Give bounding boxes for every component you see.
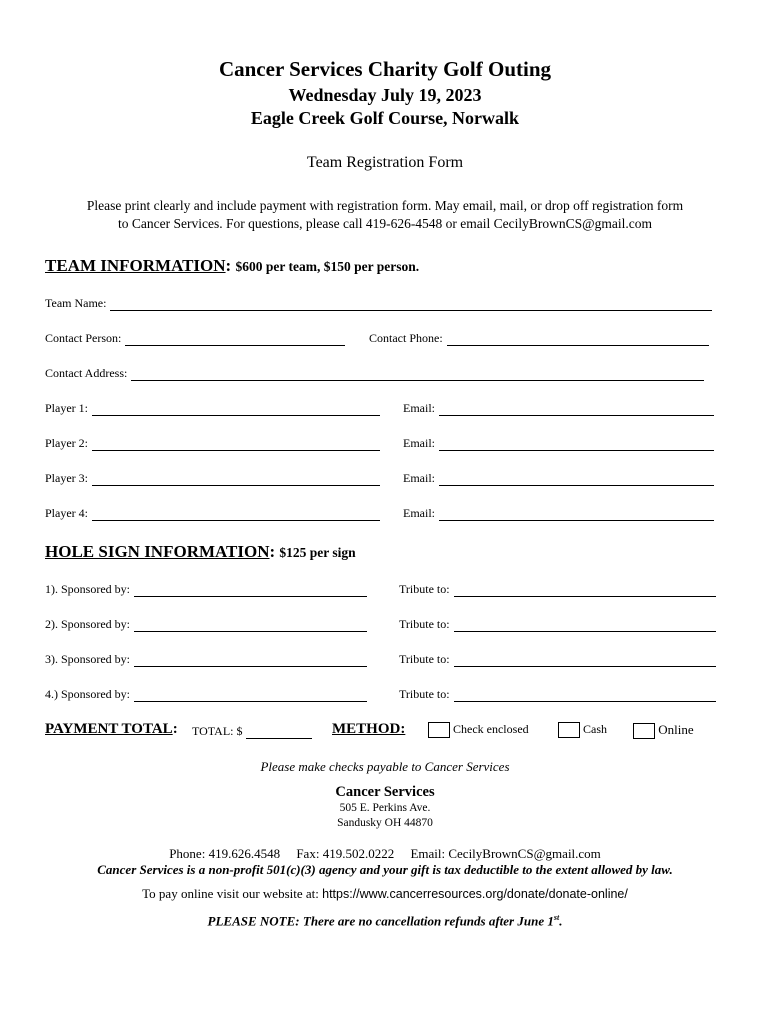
payment-heading-colon: : bbox=[172, 721, 178, 737]
hole-sign-price: $125 per sign bbox=[279, 545, 356, 560]
total-amount-field[interactable] bbox=[246, 728, 312, 739]
cancellation-end: . bbox=[559, 913, 563, 929]
tribute-row bbox=[399, 582, 716, 597]
method-option-check[interactable] bbox=[428, 722, 529, 738]
player-label: Player 4: bbox=[45, 506, 88, 520]
player-label: Player 3: bbox=[45, 471, 88, 485]
player-email-row bbox=[403, 471, 714, 486]
team-heading-text: TEAM INFORMATION bbox=[45, 256, 226, 275]
org-email[interactable]: Email: CecilyBrownCS@gmail.com bbox=[410, 846, 601, 861]
player-1-field[interactable] bbox=[92, 405, 380, 416]
intro-line-2: to Cancer Services. For questions, please call 419-626-4548 or email CecilyBrownCS@gmail.com bbox=[118, 216, 652, 231]
intro-line-1: Please print clearly and include payment with registration form. May email, mail, or drop off registration form bbox=[86, 198, 684, 213]
tribute-row bbox=[399, 652, 716, 667]
sponsor-label: 1). Sponsored by: bbox=[45, 582, 130, 596]
sponsor-2-field[interactable] bbox=[134, 621, 367, 632]
tribute-label: Tribute to: bbox=[399, 687, 450, 701]
tribute-1-field[interactable] bbox=[454, 586, 716, 597]
team-name-row bbox=[45, 296, 712, 311]
player-email-row bbox=[403, 506, 714, 521]
player-email-label: Email: bbox=[403, 401, 435, 415]
contact-person-field[interactable] bbox=[125, 335, 345, 346]
method-label bbox=[332, 721, 405, 738]
cancellation-text: PLEASE NOTE: There are no cancellation refunds after June 1 bbox=[207, 913, 554, 929]
contact-phone-label: Contact Phone: bbox=[369, 331, 443, 345]
hole-sign-heading-text: HOLE SIGN INFORMATION bbox=[45, 542, 270, 561]
cancellation-note bbox=[0, 913, 770, 929]
sponsor-1-field[interactable] bbox=[134, 586, 367, 597]
player-label: Player 1: bbox=[45, 401, 88, 415]
sponsor-row bbox=[45, 687, 367, 702]
org-phone: Phone: 419.626.4548 bbox=[169, 846, 281, 861]
online-payment-label: To pay online visit our website at: bbox=[142, 886, 319, 901]
player-3-field[interactable] bbox=[92, 475, 380, 486]
sponsor-row bbox=[45, 652, 367, 667]
sponsor-label: 4.) Sponsored by: bbox=[45, 687, 130, 701]
org-name: Cancer Services bbox=[335, 784, 435, 800]
nonprofit-statement: Cancer Services is a non-profit 501(c)(3) agency and your gift is tax deductible to the extent allowed by law. bbox=[97, 862, 673, 877]
method-label-text: METHOD: bbox=[332, 721, 406, 737]
total-label: TOTAL: $ bbox=[192, 724, 243, 738]
player-email-row bbox=[403, 401, 714, 416]
player-row bbox=[45, 436, 380, 451]
player-3-email-field[interactable] bbox=[439, 475, 714, 486]
contact-line bbox=[0, 846, 770, 862]
form-name: Team Registration Form bbox=[306, 154, 464, 171]
team-info-heading bbox=[45, 256, 419, 276]
sponsor-row bbox=[45, 582, 367, 597]
team-price: $600 per team, $150 per person. bbox=[235, 259, 420, 274]
team-heading-colon: : bbox=[225, 256, 232, 275]
tribute-3-field[interactable] bbox=[454, 656, 716, 667]
checks-payable-note: Please make checks payable to Cancer Services bbox=[260, 759, 510, 774]
contact-phone-row bbox=[369, 331, 709, 346]
sponsor-3-field[interactable] bbox=[134, 656, 367, 667]
player-email-row bbox=[403, 436, 714, 451]
online-label: Online bbox=[658, 722, 694, 737]
tribute-2-field[interactable] bbox=[454, 621, 716, 632]
player-2-field[interactable] bbox=[92, 440, 380, 451]
check-enclosed-label: Check enclosed bbox=[453, 722, 529, 736]
tribute-label: Tribute to: bbox=[399, 652, 450, 666]
tribute-label: Tribute to: bbox=[399, 582, 450, 596]
player-row bbox=[45, 506, 380, 521]
contact-address-row bbox=[45, 366, 704, 381]
contact-address-field[interactable] bbox=[131, 370, 704, 381]
player-email-label: Email: bbox=[403, 506, 435, 520]
org-address-2: Sandusky OH 44870 bbox=[337, 817, 433, 829]
contact-phone-field[interactable] bbox=[447, 335, 709, 346]
sponsor-row bbox=[45, 617, 367, 632]
team-name-field[interactable] bbox=[110, 300, 712, 311]
cancellation-sup: st bbox=[553, 913, 560, 922]
online-checkbox[interactable] bbox=[633, 723, 655, 739]
player-row bbox=[45, 401, 380, 416]
team-name-label: Team Name: bbox=[45, 296, 107, 310]
online-payment-url[interactable]: https://www.cancerresources.org/donate/donate-online/ bbox=[322, 887, 628, 901]
player-row bbox=[45, 471, 380, 486]
org-address-1: 505 E. Perkins Ave. bbox=[339, 802, 431, 814]
contact-person-label: Contact Person: bbox=[45, 331, 122, 345]
sponsor-4-field[interactable] bbox=[134, 691, 367, 702]
cash-checkbox[interactable] bbox=[558, 722, 580, 738]
cash-label: Cash bbox=[583, 722, 607, 736]
hole-sign-heading bbox=[45, 542, 356, 562]
player-2-email-field[interactable] bbox=[439, 440, 714, 451]
method-option-online[interactable] bbox=[633, 722, 694, 739]
event-venue: Eagle Creek Golf Course, Norwalk bbox=[250, 108, 520, 128]
total-row bbox=[192, 724, 312, 739]
player-4-field[interactable] bbox=[92, 510, 380, 521]
player-1-email-field[interactable] bbox=[439, 405, 714, 416]
tribute-row bbox=[399, 617, 716, 632]
player-4-email-field[interactable] bbox=[439, 510, 714, 521]
player-email-label: Email: bbox=[403, 436, 435, 450]
tribute-4-field[interactable] bbox=[454, 691, 716, 702]
tribute-label: Tribute to: bbox=[399, 617, 450, 631]
online-payment-line bbox=[0, 886, 770, 902]
tribute-row bbox=[399, 687, 716, 702]
player-email-label: Email: bbox=[403, 471, 435, 485]
payment-heading bbox=[45, 721, 178, 738]
player-label: Player 2: bbox=[45, 436, 88, 450]
hole-sign-heading-colon: : bbox=[269, 542, 276, 561]
sponsor-label: 2). Sponsored by: bbox=[45, 617, 130, 631]
contact-person-row bbox=[45, 331, 345, 346]
event-date: Wednesday July 19, 2023 bbox=[288, 85, 482, 105]
method-option-cash[interactable] bbox=[558, 722, 607, 738]
sponsor-label: 3). Sponsored by: bbox=[45, 652, 130, 666]
contact-address-label: Contact Address: bbox=[45, 366, 128, 380]
payment-heading-text: PAYMENT TOTAL bbox=[45, 721, 173, 737]
org-fax: Fax: 419.502.0222 bbox=[296, 846, 395, 861]
check-enclosed-checkbox[interactable] bbox=[428, 722, 450, 738]
form-title: Cancer Services Charity Golf Outing bbox=[218, 57, 552, 81]
